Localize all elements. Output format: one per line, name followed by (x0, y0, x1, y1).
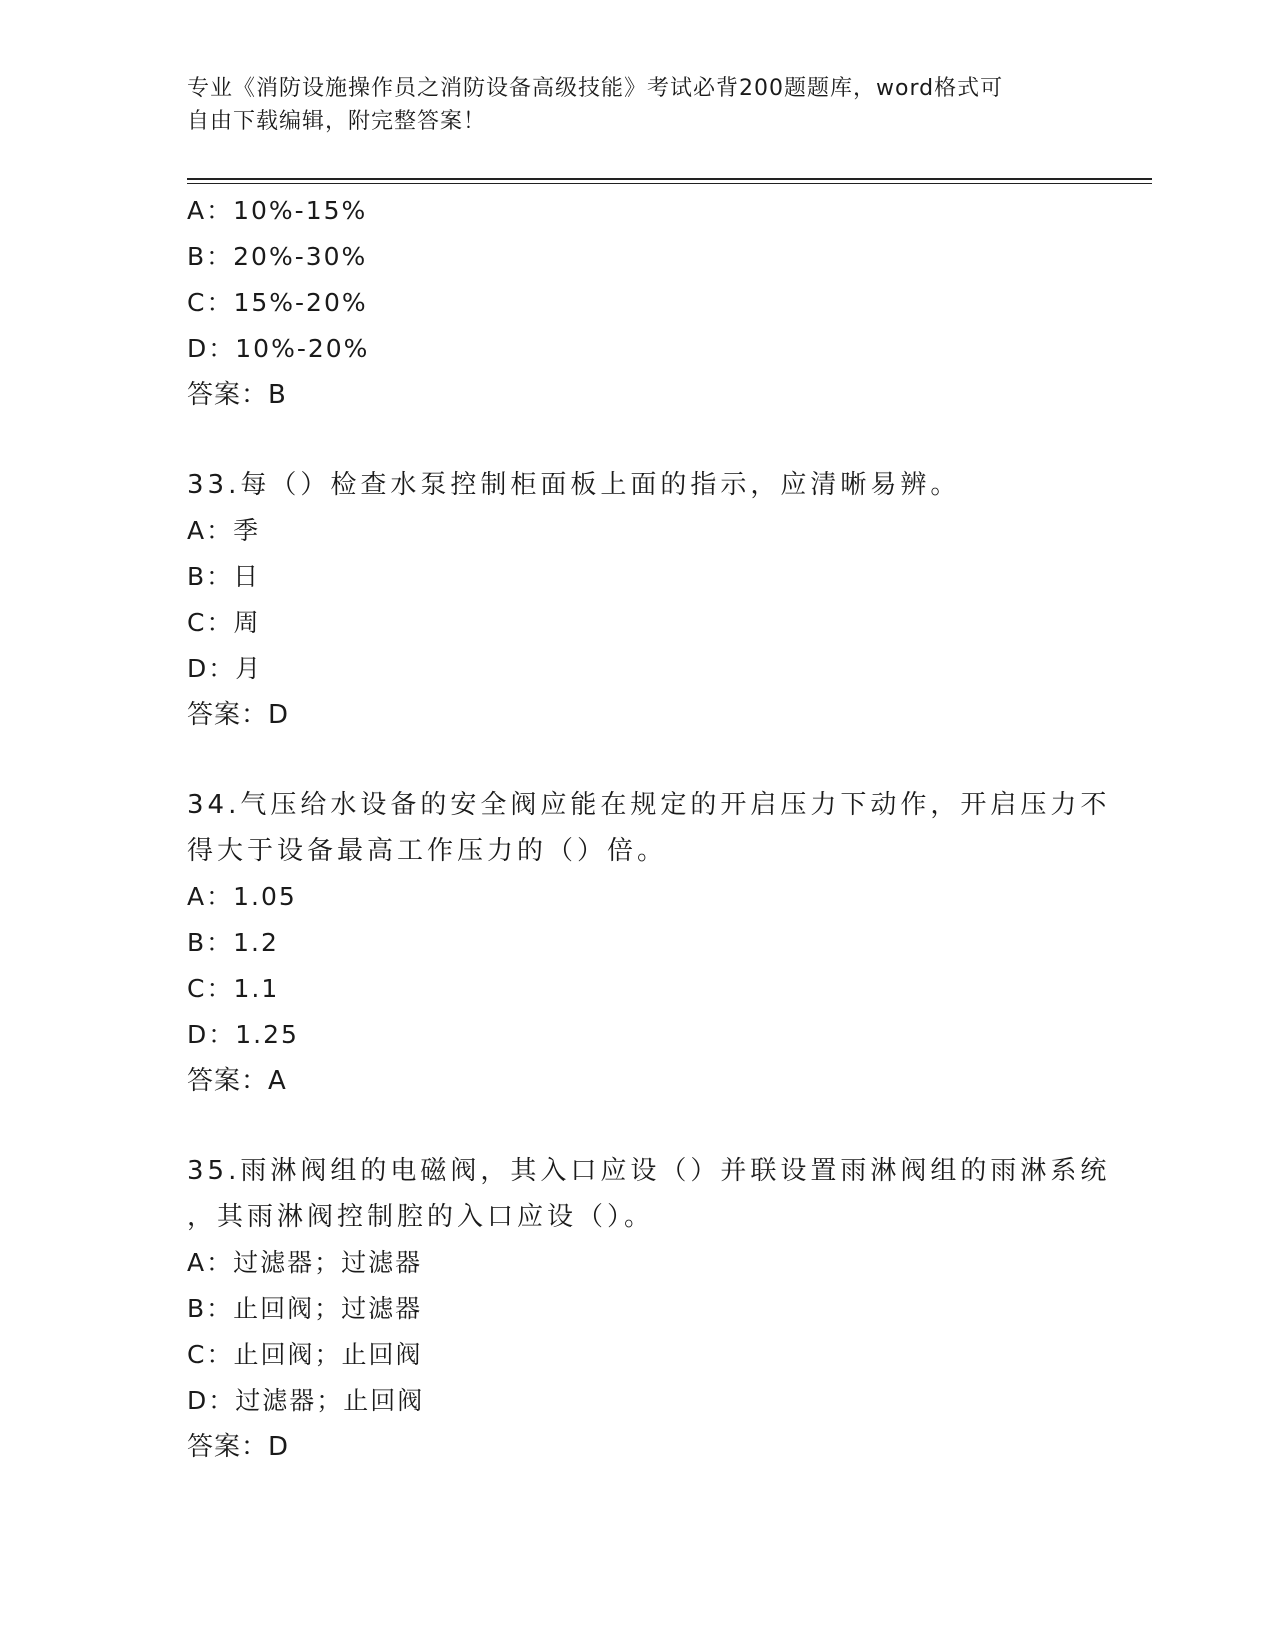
option-label: B： (187, 242, 234, 271)
answer-line: 答案：B (187, 380, 287, 410)
header-line-1: 专业《消防设施操作员之消防设备高级技能》考试必背200题题库，word格式可 (187, 76, 1004, 101)
option-d (187, 1012, 1087, 1058)
question-text: 33.每（）检查水泵控制柜面板上面的指示，应清晰易辨。 (187, 470, 961, 500)
option-c (187, 1332, 1087, 1378)
option-label: C： (187, 288, 234, 317)
option-label: A： (187, 196, 234, 225)
question-text: 34.气压给水设备的安全阀应能在规定的开启压力下动作，开启压力不 (187, 790, 1111, 820)
option-c (187, 600, 1087, 646)
spacer (187, 738, 1087, 782)
option-label: C： (187, 974, 234, 1003)
question-34 (187, 782, 1111, 1104)
option-d (187, 326, 1087, 372)
option-text: 月 (235, 654, 263, 683)
option-label: C： (187, 1340, 234, 1369)
option-d (187, 1378, 1087, 1424)
option-c (187, 966, 1087, 1012)
option-label: A： (187, 882, 234, 911)
answer-line: 答案：D (187, 700, 290, 730)
document-header (187, 72, 1067, 138)
option-text: 过滤器；止回阀 (235, 1386, 425, 1415)
option-text: 季 (233, 516, 261, 545)
option-text: 过滤器；过滤器 (233, 1248, 423, 1277)
header-rule-thin (187, 183, 1152, 184)
option-label: D： (187, 1020, 236, 1049)
option-label: B： (187, 1294, 234, 1323)
option-text: 日 (233, 562, 261, 591)
option-b (187, 920, 1087, 966)
option-label: A： (187, 516, 234, 545)
option-a (187, 1240, 1087, 1286)
option-text: 1.25 (235, 1020, 299, 1049)
question-text: ，其雨淋阀控制腔的入口应设（）。 (187, 1202, 655, 1232)
option-c (187, 280, 1087, 326)
option-b (187, 554, 1087, 600)
option-text: 10%-20% (235, 334, 370, 363)
spacer (187, 1104, 1087, 1148)
option-a (187, 188, 1087, 234)
option-text: 止回阀；止回阀 (233, 1340, 423, 1369)
option-text: 1.05 (233, 882, 297, 911)
option-a (187, 874, 1087, 920)
option-text: 15%-20% (233, 288, 368, 317)
option-a (187, 508, 1087, 554)
option-label: B： (187, 562, 234, 591)
header-line-2: 自由下载编辑，附完整答案！ (187, 109, 487, 134)
option-label: D： (187, 654, 236, 683)
question-32 (187, 188, 1087, 418)
option-label: B： (187, 928, 234, 957)
option-text: 1.2 (233, 928, 279, 957)
option-text: 周 (233, 608, 261, 637)
spacer (187, 418, 1087, 462)
answer-line: 答案：D (187, 1432, 290, 1462)
option-label: D： (187, 334, 236, 363)
question-33 (187, 462, 1087, 738)
option-d (187, 646, 1087, 692)
answer-line: 答案：A (187, 1066, 287, 1096)
option-label: A： (187, 1248, 234, 1277)
option-text: 20%-30% (233, 242, 368, 271)
option-b (187, 234, 1087, 280)
question-35 (187, 1148, 1111, 1470)
option-text: 10%-15% (233, 196, 368, 225)
option-text: 1.1 (233, 974, 280, 1003)
header-rule-thick (187, 178, 1152, 180)
option-b (187, 1286, 1087, 1332)
question-list (187, 188, 1111, 1470)
question-text: 得大于设备最高工作压力的（）倍。 (187, 836, 668, 866)
option-text: 止回阀；过滤器 (233, 1294, 423, 1323)
question-text: 35.雨淋阀组的电磁阀，其入口应设（）并联设置雨淋阀组的雨淋系统 (187, 1156, 1111, 1186)
option-label: C： (187, 608, 234, 637)
option-label: D： (187, 1386, 236, 1415)
